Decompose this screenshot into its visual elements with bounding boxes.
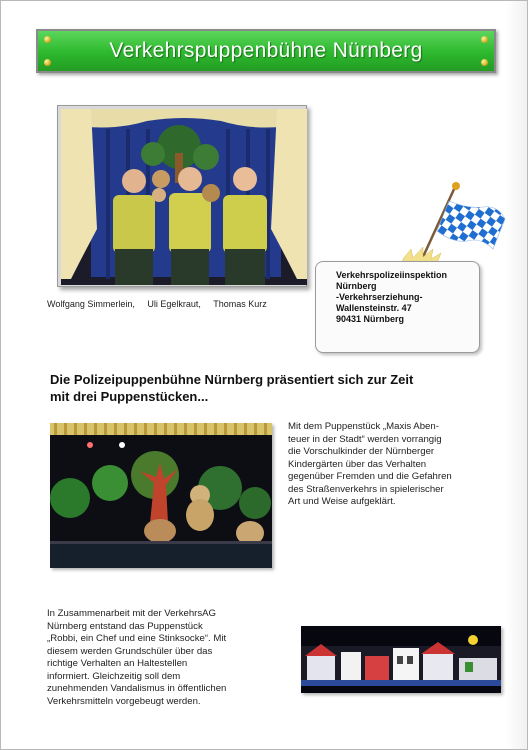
paragraph-line: Mit dem Puppenstück „Maxis Aben- xyxy=(288,421,439,432)
paragraph-line: gegenüber Fremden und die Gefahren xyxy=(288,471,452,482)
puppet-show-image xyxy=(50,423,272,568)
paragraph-line: richtige Verhalten an Haltestellen xyxy=(47,658,188,669)
heading-line: mit drei Puppenstücken... xyxy=(50,389,209,404)
section-heading xyxy=(50,371,490,405)
paragraph-line: informiert. Gleichzeitig soll dem xyxy=(47,670,181,682)
address-line: 90431 Nürnberg xyxy=(336,314,405,324)
paragraph-line: des Straßenverkehrs in spielerischer xyxy=(288,483,444,495)
paragraph-line: In Zusammenarbeit mit der VerkehrsAG xyxy=(47,608,217,619)
paragraph-maxis xyxy=(288,421,503,509)
bavarian-flag-icon xyxy=(363,179,513,269)
paragraph-line: Verkehrsmitteln vorgebeugt werden. xyxy=(47,695,201,707)
team-photo-image xyxy=(61,109,307,285)
team-photo xyxy=(57,105,307,287)
photo-caption xyxy=(47,299,277,309)
paragraph-line: „Robbi, ein Chef und eine Stinksocke“. Mit xyxy=(47,633,227,644)
paragraph-line: Nürnberg entstand das Puppenstück xyxy=(47,620,203,632)
tram-scene-photo xyxy=(301,626,501,693)
paragraph-line: diesem werden Grundschüler über das xyxy=(47,645,213,657)
address-box xyxy=(315,261,480,353)
caption-name: Wolfgang Simmerlein, xyxy=(47,299,135,309)
tram-scene-image xyxy=(301,626,501,693)
address-line: Nürnberg xyxy=(336,281,377,291)
heading-line: Die Polizeipuppenbühne Nürnberg präsentiert sich zur Zeit xyxy=(50,372,414,387)
address-line: Wallensteinstr. 47 xyxy=(336,303,412,313)
paragraph-line: zunehmenden Vandalismus in öffentlichen xyxy=(47,683,227,694)
paragraph-robbi xyxy=(47,608,297,708)
page-title: Verkehrspuppenbühne Nürnberg xyxy=(109,39,423,62)
paragraph-line: Art und Weise aufgeklärt. xyxy=(288,496,396,507)
paragraph-line: Kindergärten über das Verhalten xyxy=(288,458,427,470)
paragraph-line: teuer in der Stadt“ werden vorrangig xyxy=(288,433,442,445)
caption-name: Thomas Kurz xyxy=(213,299,267,309)
title-banner xyxy=(36,29,496,73)
address-line: -Verkehrserziehung- xyxy=(336,292,423,302)
paragraph-line: die Vorschulkinder der Nürnberger xyxy=(288,446,435,457)
puppet-show-photo xyxy=(50,423,272,568)
caption-name: Uli Egelkraut, xyxy=(147,299,201,309)
address-line: Verkehrspolizeiinspektion xyxy=(336,270,448,280)
